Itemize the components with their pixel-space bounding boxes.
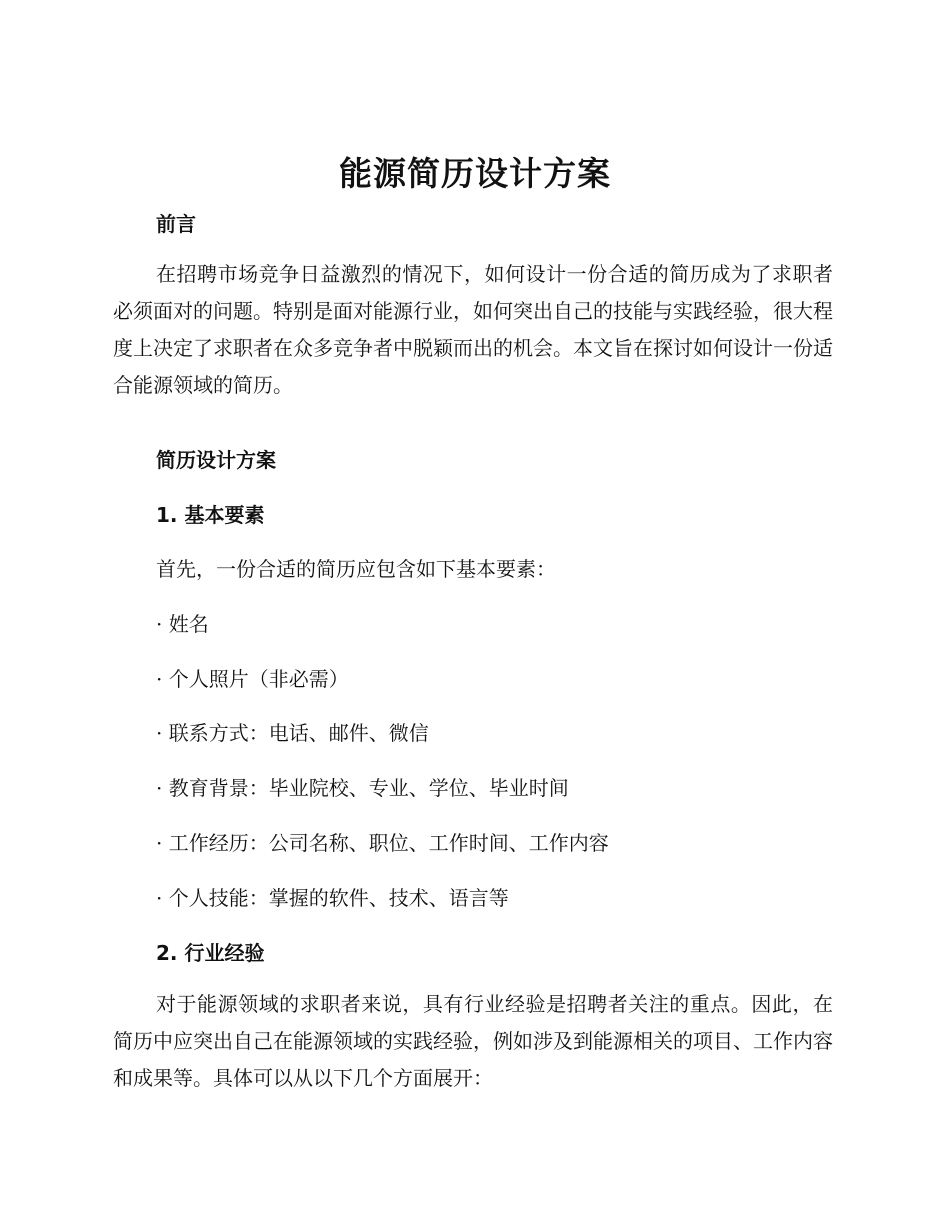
list-item-education: · 教育背景：毕业院校、专业、学位、毕业时间 bbox=[156, 776, 569, 800]
preface-paragraph: 在招聘市场竞争日益激烈的情况下，如何设计一份合适的简历成为了求职者必须面对的问题。特别是面对能源行业，如何突出自己的技能与实践经验，很大程度上决定了求职者在众多竞争者中脱颖而出的机会。本文旨在探讨如何设计一份适合能源领域的简历。 bbox=[113, 262, 833, 397]
list-item-contact: · 联系方式：电话、邮件、微信 bbox=[156, 721, 429, 745]
industry-experience-paragraph: 对于能源领域的求职者来说，具有行业经验是招聘者关注的重点。因此，在简历中应突出自己在能源领域的实践经验，例如涉及到能源相关的项目、工作内容和成果等。具体可以从以下几个方面展开： bbox=[113, 992, 833, 1090]
document-title: 能源简历设计方案 bbox=[339, 154, 611, 193]
preface-heading: 前言 bbox=[156, 212, 196, 236]
resume-plan-heading: 简历设计方案 bbox=[156, 448, 276, 472]
list-item-name: · 姓名 bbox=[156, 612, 209, 636]
basic-elements-intro: 首先，一份合适的简历应包含如下基本要素： bbox=[156, 557, 556, 581]
basic-elements-heading: 1. 基本要素 bbox=[156, 503, 265, 527]
list-item-work-experience: · 工作经历：公司名称、职位、工作时间、工作内容 bbox=[156, 831, 609, 855]
list-item-skills: · 个人技能：掌握的软件、技术、语言等 bbox=[156, 886, 509, 910]
list-item-photo: · 个人照片（非必需） bbox=[156, 667, 349, 691]
industry-experience-heading: 2. 行业经验 bbox=[156, 941, 265, 965]
